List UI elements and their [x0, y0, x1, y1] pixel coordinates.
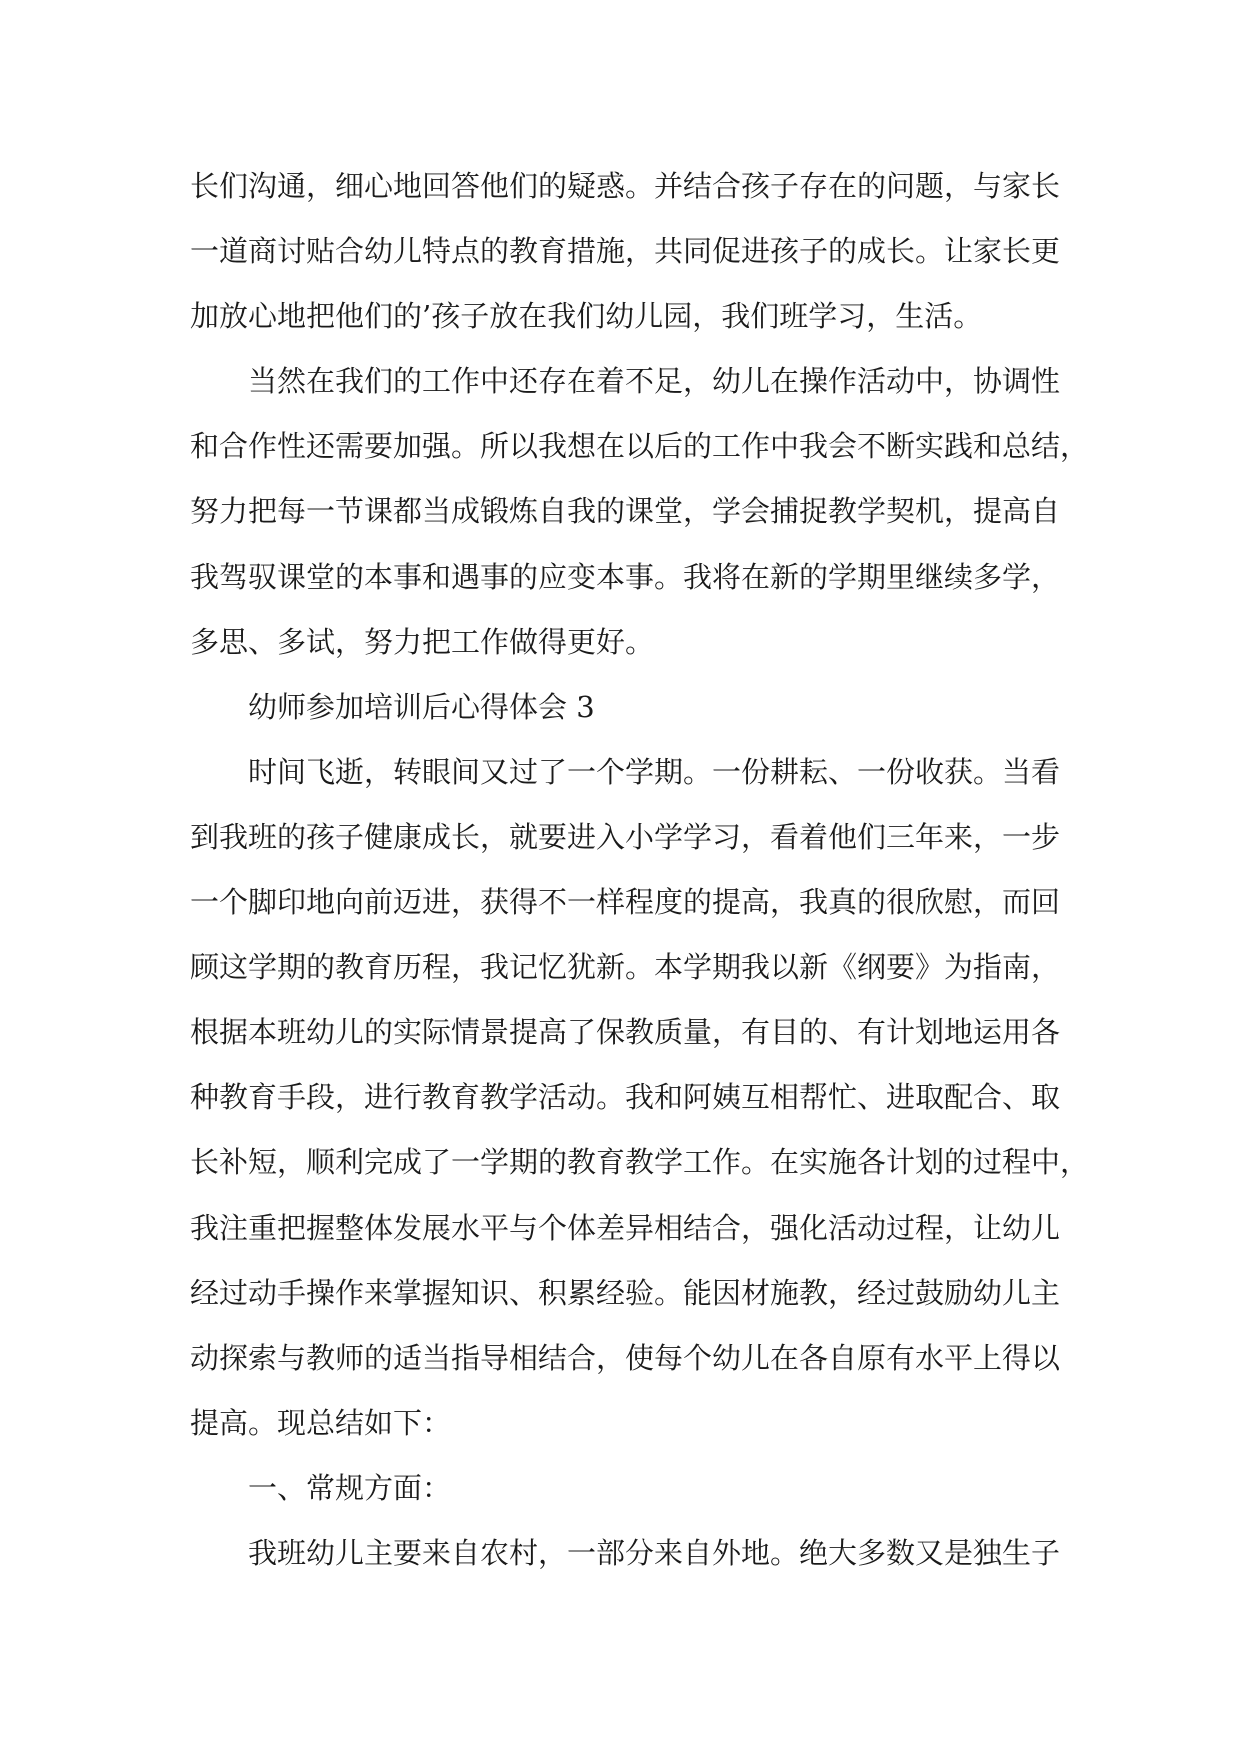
- text-line: 我班幼儿主要来自农村，一部分来自外地。绝大多数又是独生子: [248, 1535, 1061, 1570]
- text-line: 到我班的孩子健康成长，就要进入小学学习，看着他们三年来，一步: [190, 819, 1061, 854]
- text-line: 长补短，顺利完成了一学期的教育教学工作。在实施各计划的过程中，: [190, 1145, 1090, 1180]
- text-line: 多思、多试，努力把工作做得更好。: [190, 624, 655, 659]
- text-line: 我驾驭课堂的本事和遇事的应变本事。我将在新的学期里继续多学，: [190, 559, 1061, 594]
- text-line: 努力把每一节课都当成锻炼自我的课堂，学会捕捉教学契机，提高自: [190, 494, 1061, 529]
- text-line: 种教育手段，进行教育教学活动。我和阿姨互相帮忙、进取配合、取: [190, 1080, 1061, 1115]
- text-line: 提高。现总结如下：: [190, 1405, 452, 1440]
- text-line: 根据本班幼儿的实际情景提高了保教质量，有目的、有计划地运用各: [190, 1015, 1061, 1050]
- text-line: 长们沟通，细心地回答他们的疑惑。并结合孩子存在的问题，与家长: [190, 169, 1061, 203]
- text-line: 顾这学期的教育历程，我记忆犹新。本学期我以新《纲要》为指南，: [190, 950, 1061, 985]
- text-line: 一、常规方面：: [248, 1470, 452, 1505]
- document-body: [190, 154, 1090, 1586]
- text-line: 一道商讨贴合幼儿特点的教育措施，共同促进孩子的成长。让家长更: [190, 234, 1061, 269]
- text-line: 和合作性还需要加强。所以我想在以后的工作中我会不断实践和总结，: [190, 429, 1090, 464]
- text-line: 经过动手操作来掌握知识、积累经验。能因材施教，经过鼓励幼儿主: [190, 1275, 1061, 1310]
- text-line: 我注重把握整体发展水平与个体差异相结合，强化活动过程，让幼儿: [190, 1210, 1061, 1245]
- text-line: 时间飞逝，转眼间又过了一个学期。一份耕耘、一份收获。当看: [248, 754, 1061, 789]
- text-line: 一个脚印地向前迈进，获得不一样程度的提高，我真的很欣慰，而回: [190, 885, 1061, 920]
- text-line: 幼师参加培训后心得体会 3: [248, 689, 595, 724]
- text-line: 动探索与教师的适当指导相结合，使每个幼儿在各自原有水平上得以: [190, 1340, 1061, 1375]
- text-line: 加放心地把他们的’孩子放在我们幼儿园，我们班学习，生活。: [190, 299, 983, 334]
- text-line: 当然在我们的工作中还存在着不足，幼儿在操作活动中，协调性: [248, 364, 1061, 399]
